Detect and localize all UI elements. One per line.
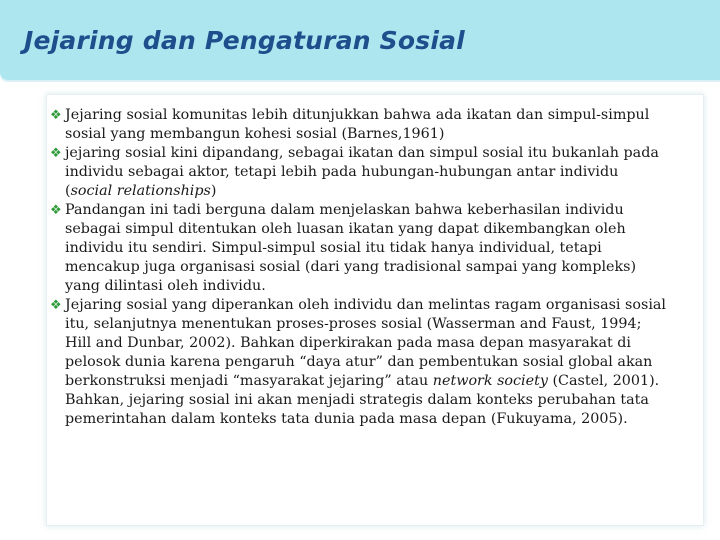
slide-title: Jejaring dan Pengaturan Sosial [24, 26, 465, 55]
bullet-italic-term: social relationships [70, 183, 211, 199]
bullet-text-end: (Castel, 2001). Bahkan, jejaring sosial ini akan menjadi strategis dalam konteks perubahan tata pemerintahan dalam konteks tata dunia pada masa depan (Fukuyama, 2005). [65, 373, 660, 427]
bullet-text: Jejaring sosial yang diperankan oleh individu dan melintas ragam organisasi sosial itu, selanjutnya menentukan proses-proses sosial (Wasserman and Faust, 1994; Hill and Dunbar, 2002). Bahkan diperkirakan pada masa depan masyarakat di pelosok dunia karena pengaruh “daya atur” dan pembentukan sosial global akan berkonstruksi menjadi “masyarakat jejaring” atau [65, 297, 666, 389]
bullet-text: Jejaring sosial komunitas lebih ditunjukkan bahwa ada ikatan dan simpul-simpul sosial yang membangun kohesi sosial (Barnes,1961) [65, 107, 650, 142]
diamond-bullet-icon: ❖ [50, 203, 62, 218]
diamond-bullet-icon: ❖ [50, 146, 62, 161]
diamond-bullet-icon: ❖ [50, 298, 62, 313]
bullet-item [50, 296, 670, 429]
bullet-list [50, 106, 670, 429]
bullet-item [50, 144, 670, 201]
bullet-italic-term: network society [432, 373, 548, 389]
title-bar [0, 0, 720, 80]
bullet-text: Pandangan ini tadi berguna dalam menjelaskan bahwa keberhasilan individu sebagai simpul ditentukan oleh luasan ikatan yang dapat dikembangkan oleh individu itu sendiri. Simpul-simpul sosial itu tidak hanya individual, tetapi mencakup juga organisasi sosial (dari yang tradisional sampai yang kompleks) yang dilintasi oleh individu. [65, 202, 637, 294]
bullet-item [50, 201, 670, 296]
bullet-item [50, 106, 670, 144]
diamond-bullet-icon: ❖ [50, 108, 62, 123]
bullet-text: jejaring sosial kini dipandang, sebagai ikatan dan simpul sosial itu bukanlah pada individu sebagai aktor, tetapi lebih pada hubungan-hubungan antar individu ( [65, 145, 659, 199]
bullet-text-end: ) [210, 183, 217, 199]
